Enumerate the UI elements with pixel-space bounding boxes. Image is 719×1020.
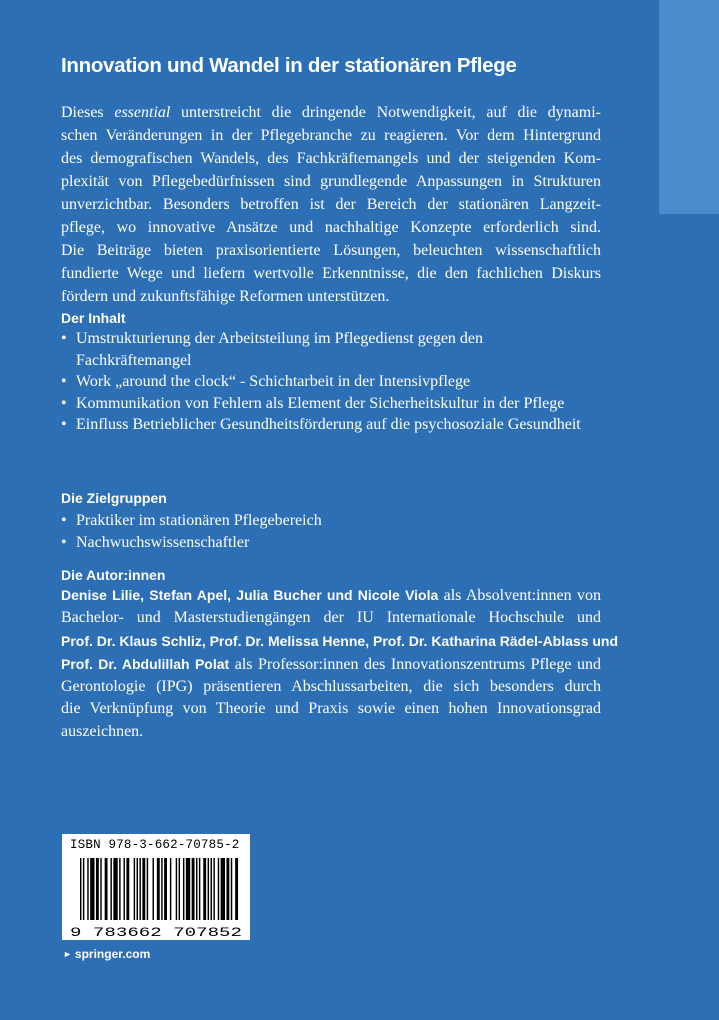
barcode-bar	[153, 858, 154, 920]
barcode-bar	[164, 858, 167, 920]
list-item: • Work „around the clock“ - Schichtarbeit in der Intensivpflege	[61, 371, 601, 393]
authors-line: Gerontologie (IPG) präsentieren Abschlussarbeiten, die sich besonders durch	[61, 678, 601, 696]
barcode-bar	[134, 858, 135, 920]
barcode-bar	[139, 858, 140, 920]
barcode-bar	[126, 858, 129, 920]
barcode-bar	[105, 858, 108, 920]
barcode-bar	[161, 858, 162, 920]
authors-paragraph	[61, 584, 619, 743]
inhalt-heading: Der Inhalt	[61, 310, 126, 326]
bullet-icon: •	[61, 533, 67, 551]
barcode-bar	[110, 858, 111, 920]
isbn-barcode	[62, 834, 250, 940]
barcode-bar	[203, 858, 206, 920]
side-tab	[659, 0, 719, 214]
barcode-bar	[87, 858, 88, 920]
zielgruppen-list	[61, 510, 601, 553]
intro-line: des demografischen Wandels, des Fachkräftemangels und der steigenden Kom-	[61, 150, 601, 167]
barcode-bar	[157, 858, 160, 920]
list-item: • Kommunikation von Fehlern als Element der Sicherheitskultur in der Pflege	[61, 393, 601, 415]
barcode-bar	[235, 858, 238, 920]
barcode-bar	[226, 858, 229, 920]
bullet-icon: •	[61, 416, 67, 433]
inhalt-list	[61, 328, 601, 436]
list-item: • Umstrukturierung der Arbeitsteilung im Pflegedienst gegen den Fachkräftemangel	[61, 330, 484, 369]
authors-line: Prof. Dr. Abdulillah Polat als Professor:innen des Innovationszentrums Pflege und	[61, 655, 601, 673]
author-names: Denise Lilie, Stefan Apel, Julia Bucher und Nicole Viola	[61, 587, 439, 603]
intro-paragraph	[61, 101, 601, 308]
list-item: • Einfluss Betrieblicher Gesundheitsförderung auf die psychosoziale Gesundheit	[61, 414, 601, 436]
barcode-bar	[221, 858, 225, 920]
barcode-bar	[142, 858, 145, 920]
bullet-icon: •	[61, 330, 67, 347]
barcode-bar	[90, 858, 94, 920]
zielgruppen-heading: Die Zielgruppen	[61, 490, 167, 506]
authors-line: Bachelor- und Masterstudiengängen der IU Internationale Hochschule und	[61, 609, 601, 627]
bullet-icon: •	[61, 394, 67, 412]
barcode-bar	[196, 858, 197, 920]
barcode-graphic	[62, 856, 250, 940]
barcode-bar	[211, 858, 212, 920]
intro-line: Die Beiträge bieten praxisorientierte Lösungen, beleuchten wissenschaftlich	[61, 242, 601, 259]
intro-line: schen Veränderungen in der Pflegebranche zu reagieren. Vor dem Hintergrund	[61, 127, 601, 144]
barcode-digits: 9 783662 707852	[70, 925, 242, 940]
intro-line: unverzichtbar. Besonders betroffen ist der Bereich der stationären Langzeit-	[61, 196, 601, 213]
springer-url: springer.com	[74, 947, 151, 961]
authors-line: die Verknüpfung von Theorie und Praxis sowie einen hohen Innovationsgrad	[61, 700, 601, 718]
barcode-bar	[100, 858, 101, 920]
barcode-bar	[192, 858, 195, 920]
barcode-bar	[113, 858, 117, 920]
barcode-bar	[124, 858, 125, 920]
intro-line: pflege, wo innovative Ansätze und nachhaltige Konzepte erforderlich sind.	[61, 219, 601, 236]
barcode-bar	[83, 858, 84, 920]
page-title: Innovation und Wandel in der stationären Pflege	[61, 54, 517, 77]
bullet-icon: •	[61, 512, 67, 529]
professor-names: Prof. Dr. Abdulillah Polat	[61, 655, 230, 672]
barcode-bar	[119, 858, 120, 920]
barcode-bar	[199, 858, 200, 920]
autoren-heading: Die Autor:innen	[61, 567, 166, 583]
professor-names: Prof. Dr. Klaus Schliz, Prof. Dr. Melissa Henne, Prof. Dr. Katharina Rädel-Ablass und	[61, 632, 619, 649]
springer-logo	[63, 947, 150, 961]
list-item: • Praktiker im stationären Pflegebereich	[61, 510, 601, 532]
barcode-bar	[137, 858, 138, 920]
barcode-bar	[213, 858, 214, 920]
intro-line: plexität von Pflegebedürfnissen sind grundlegende Anpassungen in Strukturen	[61, 173, 601, 190]
barcode-bar	[208, 858, 209, 920]
isbn-label: ISBN 978-3-662-70785-2	[70, 838, 240, 852]
barcode-bar	[96, 858, 99, 920]
authors-line: auszeichnen.	[61, 722, 144, 740]
authors-line	[61, 630, 619, 653]
list-item: • Nachwuchswissenschaftler	[61, 532, 601, 554]
essential-emphasis: essential	[114, 104, 171, 121]
barcode-bar	[186, 858, 190, 920]
barcode-bar	[176, 858, 177, 920]
barcode-bar	[80, 858, 81, 920]
barcode-bar	[183, 858, 184, 920]
barcode-bar	[170, 858, 171, 920]
springer-arrow-icon: ►	[63, 948, 72, 959]
barcode-bar	[147, 858, 148, 920]
authors-line: Denise Lilie, Stefan Apel, Julia Bucher und Nicole Viola als Absolvent:innen von	[61, 587, 602, 604]
intro-line: fördern und zukunftsfähige Reformen unterstützen.	[61, 288, 390, 305]
barcode-bar	[231, 858, 232, 920]
intro-line: Dieses essential unterstreicht die dringende Notwendigkeit, auf die dynami-	[61, 104, 601, 121]
intro-line: fundierte Wege und liefern wertvolle Erkenntnisse, die den fachlichen Diskurs	[61, 265, 601, 282]
barcode-bar	[218, 858, 219, 920]
bullet-icon: •	[61, 373, 67, 390]
barcode-bar	[179, 858, 180, 920]
